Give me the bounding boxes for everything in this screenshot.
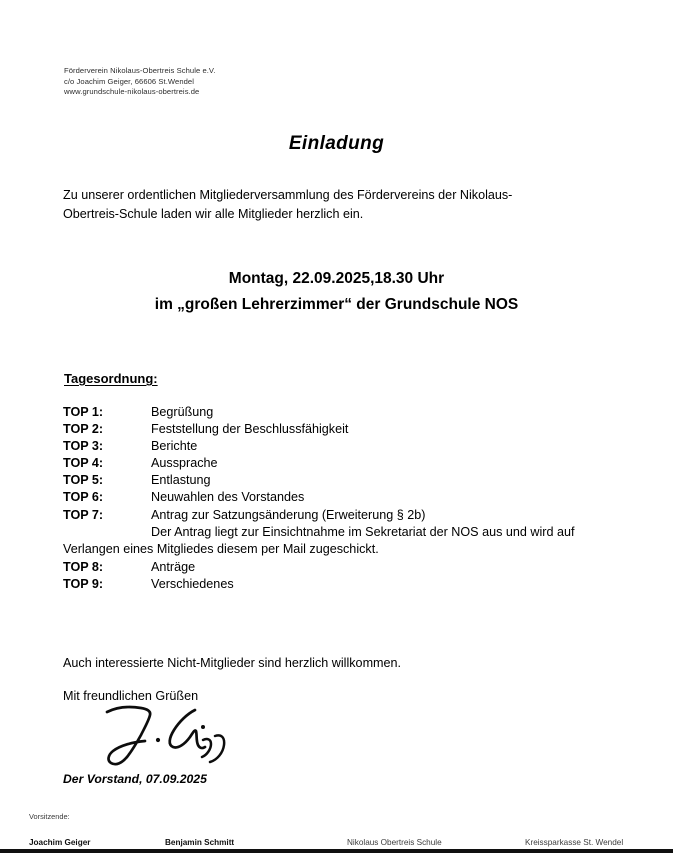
agenda-item: [63, 507, 615, 524]
footer-chair-2: Benjamin Schmitt: [165, 838, 235, 847]
agenda-item-label: TOP 5:: [63, 473, 104, 488]
agenda-item: [63, 438, 615, 455]
agenda-item-text: Feststellung der Beschlussfähigkeit: [151, 422, 349, 437]
board-signature-line: Der Vorstand, 07.09.2025: [63, 772, 207, 786]
footer-chair-1: Joachim Geiger: [29, 838, 91, 847]
agenda-item: [63, 455, 615, 472]
intro-line-1: Zu unserer ordentlichen Mitgliederversammlung des Fördervereins der Nikolaus-: [63, 188, 513, 202]
agenda-item-label: TOP 1:: [63, 405, 104, 419]
intro-paragraph: [63, 186, 615, 224]
bottom-bar: [0, 849, 673, 853]
sender-block: [64, 66, 216, 98]
agenda-item-text: Verschiedenes: [151, 576, 234, 591]
agenda-item: [63, 576, 615, 593]
agenda-item-note: Der Antrag liegt zur Einsichtnahme im Sekretariat der NOS aus und wird auf Verlangen eines Mitgliedes diesem per Mail zugeschickt.: [63, 524, 575, 557]
sender-line-1: Förderverein Nikolaus-Obertreis Schule e.V.: [64, 66, 216, 75]
welcome-note: Auch interessierte Nicht-Mitglieder sind herzlich willkommen.: [63, 656, 402, 670]
footer-label: Vorsitzende:: [29, 812, 70, 821]
agenda-item-text: Aussprache: [151, 456, 218, 471]
intro-line-2: Obertreis-Schule laden wir alle Mitglieder herzlich ein.: [63, 207, 364, 221]
agenda-item-label: TOP 6:: [63, 490, 104, 505]
agenda-item-label: TOP 3:: [63, 439, 104, 454]
agenda-item-label: TOP 9:: [63, 576, 104, 591]
agenda-item-text: Begrüßung: [151, 405, 214, 419]
event-location: im „großen Lehrerzimmer“ der Grundschule NOS: [154, 296, 519, 313]
footer-bank: Kreissparkasse St. Wendel: [525, 838, 624, 847]
sender-website: www.grundschule-nikolaus-obertreis.de: [64, 87, 200, 96]
agenda-item: [63, 404, 615, 421]
event-details: [0, 266, 673, 318]
agenda-heading: Tagesordnung:: [64, 371, 158, 386]
agenda-item: [63, 472, 615, 489]
footer-school: Nikolaus Obertreis Schule: [347, 838, 442, 847]
agenda-item-label: TOP 4:: [63, 456, 104, 471]
agenda-item-text: Neuwahlen des Vorstandes: [151, 490, 305, 505]
agenda-item-text: Anträge: [151, 559, 196, 574]
agenda-item-text: Antrag zur Satzungsänderung (Erweiterung § 2b): [151, 507, 426, 522]
agenda-item: [63, 421, 615, 438]
page-title: Einladung: [288, 133, 385, 154]
handwritten-signature-icon: [95, 700, 255, 772]
agenda-item: [63, 559, 615, 576]
agenda-item-text: Entlastung: [151, 473, 211, 488]
agenda-item-label: TOP 7:: [63, 507, 104, 522]
agenda-list: [63, 404, 615, 593]
agenda-item: [63, 489, 615, 506]
regards-line: Mit freundlichen Grüßen: [63, 689, 199, 703]
sender-line-2: c/o Joachim Geiger, 66606 St.Wendel: [64, 76, 194, 86]
event-datetime: Montag, 22.09.2025,18.30 Uhr: [228, 270, 445, 287]
agenda-item-text: Berichte: [151, 439, 198, 454]
agenda-item-label: TOP 2:: [63, 422, 104, 437]
agenda-item-label: TOP 8:: [63, 559, 104, 574]
